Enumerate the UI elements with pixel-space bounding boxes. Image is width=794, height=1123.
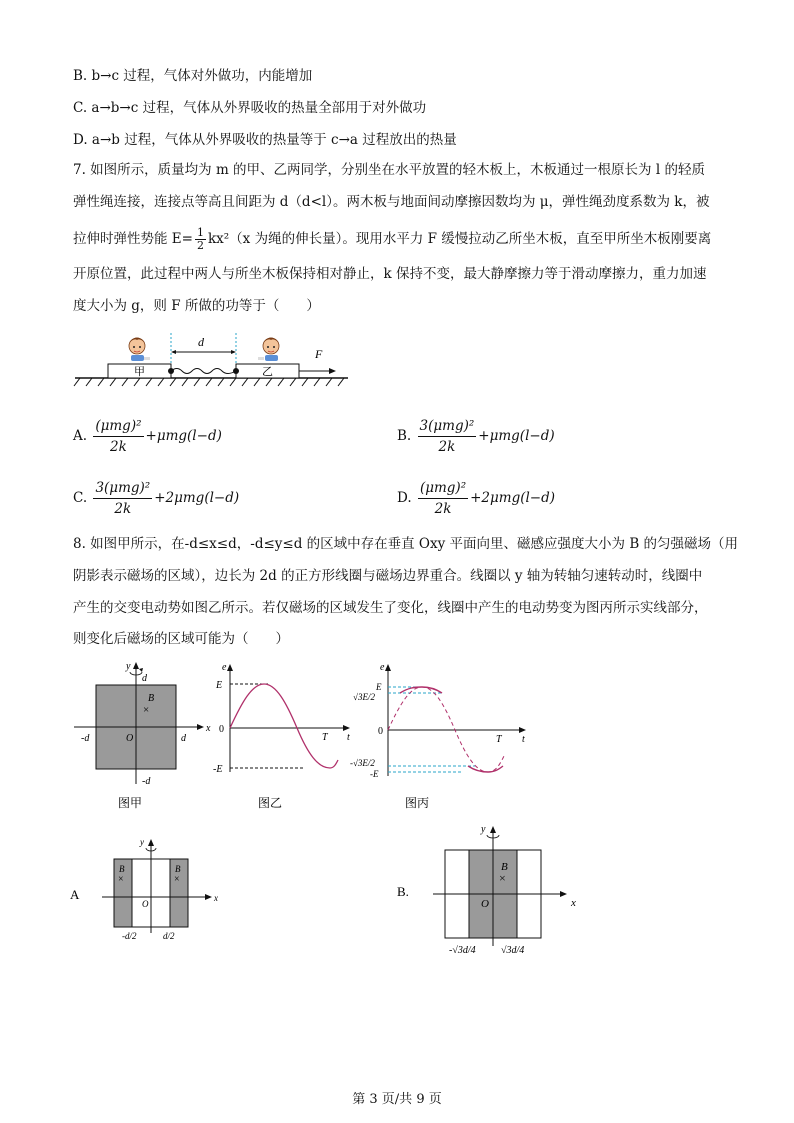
label-d-right: d	[181, 733, 186, 744]
fraction-numerator: (μmg)²	[418, 478, 468, 499]
label-negE: -E	[213, 764, 223, 775]
option-letter: D.	[397, 490, 412, 506]
q8-line3: 产生的交变电动势如图乙所示。若仅磁场的区域发生了变化，线圈中产生的电动势变为图丙所示实线部分，	[73, 600, 708, 616]
caption-yi: 图乙	[258, 796, 283, 810]
label-root3d-quarter: √3d/4	[501, 945, 525, 956]
label-E: E	[216, 680, 223, 691]
fraction-numerator: (μmg)²	[93, 416, 143, 437]
fraction-denominator: 2k	[434, 501, 452, 517]
option-tail: +2μmg(l−d)	[470, 490, 556, 506]
student-jia-icon	[129, 338, 150, 362]
fraction-numerator: 3(μmg)²	[93, 478, 152, 499]
label-origin: O	[126, 733, 134, 744]
figure-bing	[350, 660, 535, 820]
label-E: E	[376, 682, 382, 692]
label-B-right: B	[175, 864, 181, 874]
option-fraction	[93, 478, 152, 519]
q7-figure	[70, 328, 355, 390]
label-jia: 甲	[134, 366, 145, 378]
field-cross-icon: ×	[143, 704, 150, 716]
q7-option-A	[73, 416, 222, 457]
q7-option-B	[397, 416, 555, 457]
label-origin: O	[481, 898, 489, 910]
q8-line1: 8. 如图甲所示，在-d≤x≤d，-d≤y≤d 的区域中存在垂直 Oxy 平面向里、磁感应强度大小为 B 的匀强磁场（用	[73, 536, 739, 552]
axis-y-label: y	[481, 824, 486, 835]
emf-solid-peak	[400, 687, 442, 693]
figure-yi	[208, 660, 358, 820]
option-fraction	[418, 416, 477, 457]
axis-t-label: t	[522, 734, 525, 745]
option-tail: +μmg(l−d)	[145, 428, 222, 444]
emf-solid-trough	[468, 766, 503, 772]
option-6C: C. a→b→c 过程，气体从外界吸收的热量全部用于对外做功	[73, 100, 427, 116]
label-B: B	[501, 861, 508, 873]
q8-line2: 阴影表示磁场的区域），边长为 2d 的正方形线圈与磁场边界重合。线圈以 y 轴为转轴匀速转动时，线圈中	[73, 568, 703, 584]
axis-x-label: x	[206, 723, 211, 734]
fraction-denominator: 2	[196, 239, 204, 252]
q7-line4: 开原位置，此过程中两人与所坐木板保持相对静止，k 保持不变，最大静摩擦力等于滑动摩擦力，重力加速	[73, 266, 707, 282]
axis-y-label: y	[126, 661, 131, 672]
label-yi: 乙	[262, 366, 273, 378]
fraction-numerator: 1	[196, 226, 204, 239]
label-neg-root3d-quarter: -√3d/4	[449, 945, 476, 956]
q7-line3	[73, 227, 711, 252]
option-6B: B. b→c 过程，气体对外做功，内能增加	[73, 68, 313, 84]
label-T: T	[496, 734, 502, 745]
label-F: F	[315, 347, 323, 361]
axis-t-label: t	[347, 732, 350, 743]
q8-line4: 则变化后磁场的区域可能为（ ）	[73, 631, 289, 647]
axis-y-label: y	[140, 837, 144, 847]
axis-x-label: x	[214, 893, 218, 903]
option-6D: D. a→b 过程，气体从外界吸收的热量等于 c→a 过程放出的热量	[73, 132, 457, 148]
option-letter: C.	[73, 490, 88, 506]
label-T: T	[322, 732, 328, 743]
fraction-denominator: 2k	[438, 439, 456, 455]
option-tail: +2μmg(l−d)	[154, 490, 240, 506]
label-zero: 0	[219, 724, 224, 735]
fraction-numerator: 3(μmg)²	[418, 416, 477, 437]
label-negE: -E	[370, 769, 379, 779]
label-B: B	[148, 693, 155, 704]
student-yi-icon	[258, 338, 279, 362]
emf-curve	[230, 684, 338, 768]
label-neg-d-bottom: -d	[142, 776, 151, 787]
axis-e-label: e	[380, 662, 385, 673]
q7-option-C	[73, 478, 239, 519]
option-fraction	[418, 478, 468, 519]
q7-energy-fraction	[195, 227, 206, 252]
label-d: d	[198, 335, 204, 349]
q7-line3-pre: 拉伸时弹性势能 E=	[73, 231, 193, 247]
q7-line3-post: kx²（x 为绳的伸长量）。现用水平力 F 缓慢拉动乙所坐木板，直至甲所坐木板刚要离	[207, 231, 712, 247]
page-footer: 第 3 页/共 9 页	[352, 1092, 442, 1107]
label-zero: 0	[378, 726, 383, 737]
option-letter: B.	[397, 428, 412, 444]
figure-jia	[72, 660, 217, 820]
q8-option-A-figure	[68, 835, 228, 945]
caption-bing: 图丙	[405, 796, 430, 810]
field-cross-icon: ×	[174, 874, 180, 885]
label-origin: O	[142, 899, 149, 909]
field-cross-icon: ×	[499, 871, 506, 885]
q8-option-B-figure	[395, 820, 590, 960]
label-root3E-half: √3E/2	[353, 692, 375, 702]
caption-jia: 图甲	[118, 796, 143, 810]
q7-line5: 度大小为 g，则 F 所做的功等于（ ）	[73, 298, 320, 314]
label-neg-d-half: -d/2	[122, 931, 137, 941]
fraction-denominator: 2k	[110, 439, 127, 455]
label-d-half: d/2	[163, 931, 175, 941]
q7-line1: 7. 如图所示，质量均为 m 的甲、乙两同学，分别坐在水平放置的轻木板上，木板通过一根原长为 l 的轻质	[73, 162, 705, 178]
option-letter: A.	[73, 428, 88, 444]
option-tail: +μmg(l−d)	[478, 428, 555, 444]
label-B-left: B	[119, 864, 125, 874]
q7-line2: 弹性绳连接，连接点等高且间距为 d（d<l）。两木板与地面间动摩擦因数均为 μ，弹性绳劲度系数为 k，被	[73, 194, 710, 210]
elastic-rope	[171, 369, 236, 374]
axis-x-label: x	[571, 897, 576, 909]
fraction-denominator: 2k	[114, 501, 132, 517]
option-fraction	[93, 416, 143, 457]
option-letter: A	[70, 887, 80, 902]
label-d-top: d	[142, 673, 147, 684]
label-neg-root3E-half: -√3E/2	[350, 758, 375, 768]
label-neg-d-left: -d	[81, 733, 90, 744]
option-letter: B.	[397, 884, 409, 899]
field-cross-icon: ×	[118, 874, 124, 885]
axis-e-label: e	[222, 662, 227, 673]
q7-option-D	[397, 478, 555, 519]
